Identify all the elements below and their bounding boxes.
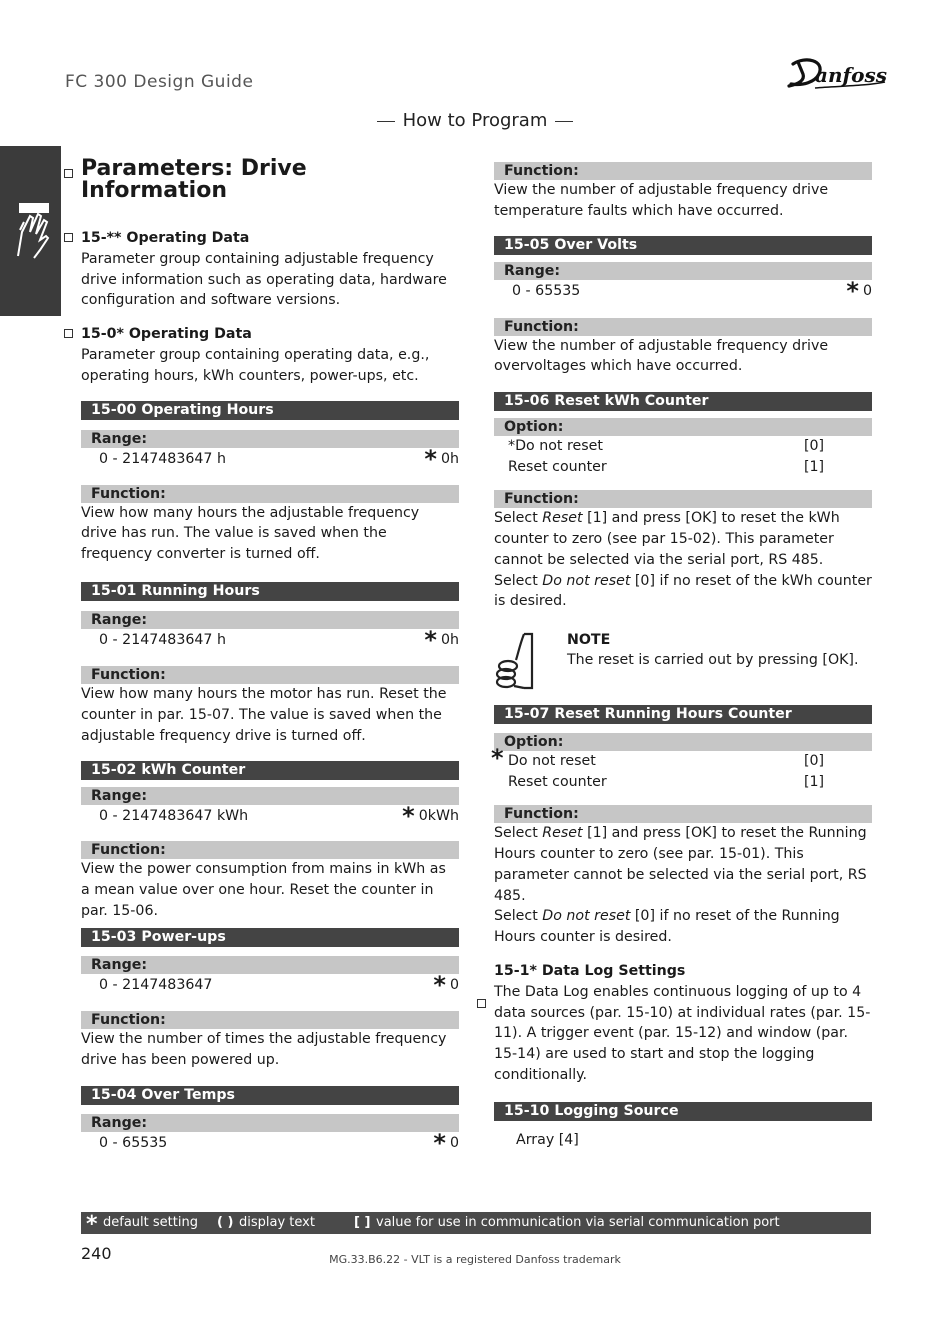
function-text: View the number of adjustable frequency drive overvoltages which have occurred. xyxy=(494,337,829,375)
legend-default: default setting xyxy=(103,1215,198,1230)
array-value: Array [4] xyxy=(516,1131,579,1148)
parameter-header: 15-04 Over Temps xyxy=(81,1086,459,1105)
group-description: Parameter group containing operating data, e.g., operating hours, kWh counters, power-ups, etc. xyxy=(81,346,430,384)
range-label: Range: xyxy=(81,430,459,448)
option-row xyxy=(491,744,872,773)
function-text: View the number of adjustable frequency drive temperature faults which have occurred. xyxy=(494,182,829,219)
function-label: Function: xyxy=(81,1011,459,1029)
square-bullet-icon xyxy=(64,329,73,338)
option-label-text: Do not reset xyxy=(508,753,596,770)
default-star-icon: * xyxy=(433,970,446,999)
option-row xyxy=(494,436,872,457)
range-row xyxy=(494,276,872,305)
function-text: Select Reset [1] and press [OK] to reset the kWh counter to zero (see par 15-02). This parameter cannot be selected via the serial port, RS 485. Select Do not reset [0] if no reset of the kWh counter is desired. xyxy=(494,510,872,610)
right-column xyxy=(491,162,872,1151)
function-label: Function: xyxy=(494,805,872,823)
range-row xyxy=(81,970,459,999)
range-row xyxy=(81,1129,459,1158)
option-label-text: Reset counter xyxy=(508,459,607,476)
option-row xyxy=(494,457,872,478)
default-star-icon: * xyxy=(846,276,859,305)
legend-bar xyxy=(81,1212,871,1237)
option-label-text: Reset counter xyxy=(508,774,607,791)
header-dash-right xyxy=(555,121,573,122)
chapter-tab xyxy=(0,146,61,316)
default-value: * 0 xyxy=(433,970,459,999)
default-star-icon: * xyxy=(86,1212,98,1237)
header-dash-left xyxy=(377,121,395,122)
option-value: [1] xyxy=(804,459,825,476)
page-title-line1: Parameters: Drive xyxy=(81,156,307,181)
function-text: View how many hours the adjustable frequency drive has run. The value is saved when the frequency converter is turned off. xyxy=(81,504,420,563)
parameter-header: 15-05 Over Volts xyxy=(494,236,872,255)
square-bullet-icon xyxy=(64,169,73,178)
section-header xyxy=(0,110,950,131)
parameter-header: 15-10 Logging Source xyxy=(494,1102,872,1121)
left-column xyxy=(81,156,459,1158)
function-text: View the power consumption from mains in kWh as a mean value over one hour. Reset the counter in par. 15-06. xyxy=(81,861,446,919)
default-star-icon: * xyxy=(491,744,504,773)
option-value: [0] xyxy=(804,438,825,455)
range-value: 0 - 2147483647 h xyxy=(99,450,226,467)
legend-bracket: value for use in communication via serial communication port xyxy=(376,1215,780,1230)
default-value: * 0 xyxy=(433,1129,459,1158)
parameter-header: 15-00 Operating Hours xyxy=(81,401,459,420)
group-title: 15-0* Operating Data xyxy=(81,326,252,343)
parameter-header: 15-06 Reset kWh Counter xyxy=(494,392,872,411)
range-row xyxy=(81,625,459,654)
page-title-line2: Information xyxy=(81,178,227,203)
option-value: [0] xyxy=(804,753,825,770)
range-label: Range: xyxy=(81,1114,459,1132)
square-bullet-icon xyxy=(64,233,73,242)
function-text: Select Reset [1] and press [OK] to reset the Running Hours counter to zero (see par. 15-01). This parameter cannot be selected via the serial port, RS 485. Select Do not reset [0] if no reset of the Running Hours counter is desired. xyxy=(494,825,867,946)
default-star-icon: * xyxy=(433,1129,446,1158)
function-text: View the number of times the adjustable frequency drive has been powered up. xyxy=(81,1030,447,1068)
danfoss-logo xyxy=(785,52,890,98)
range-value: 0 - 65535 xyxy=(512,282,581,299)
group-description: The Data Log enables continuous logging of up to 4 data sources (par. 15-10) at individual rates (par. 15-11). A trigger event (par. 15-12) and window (par. 15-14) are used to start and stop the logging conditionally. xyxy=(494,983,871,1083)
hand-note-icon xyxy=(494,630,544,694)
option-row xyxy=(494,772,872,793)
default-value: * 0h xyxy=(424,625,459,654)
option-label: Option: xyxy=(494,733,872,751)
default-star-icon: * xyxy=(424,625,437,654)
parameter-header: 15-02 kWh Counter xyxy=(81,761,459,780)
option-value: [1] xyxy=(804,774,825,791)
function-label: Function: xyxy=(81,666,459,684)
range-row xyxy=(81,802,459,831)
default-star-icon: * xyxy=(424,444,437,473)
page-number: 240 xyxy=(81,1244,112,1263)
note-title: NOTE xyxy=(567,632,611,649)
note-text: The reset is carried out by pressing [OK]. xyxy=(567,652,859,669)
group-description: Parameter group containing adjustable frequency drive information such as operating data, hardware configuration and software versions. xyxy=(81,250,447,309)
hand-pointing-icon xyxy=(0,146,61,316)
default-value: * 0kWh xyxy=(402,802,459,831)
group-title: 15-1* Data Log Settings xyxy=(494,962,686,979)
range-row xyxy=(81,444,459,473)
range-label: Range: xyxy=(81,956,459,974)
range-value: 0 - 2147483647 h xyxy=(99,631,226,648)
footnote: MG.33.B6.22 - VLT is a registered Danfoss trademark xyxy=(329,1253,621,1266)
default-value: * 0 xyxy=(846,276,872,305)
document-title: FC 300 Design Guide xyxy=(65,72,254,92)
square-bullet-icon xyxy=(477,999,486,1008)
option-label: Option: xyxy=(494,418,872,436)
group-title: 15-** Operating Data xyxy=(81,230,250,246)
parameter-header: 15-07 Reset Running Hours Counter xyxy=(494,705,872,724)
legend-paren: display text xyxy=(239,1215,315,1230)
range-label: Range: xyxy=(81,611,459,629)
range-label: Range: xyxy=(494,262,872,280)
legend-paren-symbol: ( ) xyxy=(217,1215,234,1230)
section-title: How to Program xyxy=(402,110,548,131)
option-label-text: *Do not reset xyxy=(508,438,603,455)
parameter-header: 15-01 Running Hours xyxy=(81,582,459,601)
default-star-icon: * xyxy=(402,802,415,831)
range-label: Range: xyxy=(81,787,459,805)
range-value: 0 - 65535 xyxy=(99,1135,168,1152)
function-label: Function: xyxy=(494,162,872,180)
function-text: View how many hours the motor has run. Reset the counter in par. 15-07. The value is saved when the adjustable frequency drive is turned off. xyxy=(81,685,447,744)
default-value: * 0h xyxy=(424,444,459,473)
legend-bracket-symbol: [ ] xyxy=(354,1215,371,1230)
function-label: Function: xyxy=(494,490,872,508)
parameter-header: 15-03 Power-ups xyxy=(81,928,459,947)
function-label: Function: xyxy=(81,841,459,859)
function-label: Function: xyxy=(494,318,872,336)
range-value: 0 - 2147483647 xyxy=(99,976,213,993)
function-label: Function: xyxy=(81,485,459,503)
note-box xyxy=(494,628,872,702)
svg-text:anfoss: anfoss xyxy=(815,63,887,87)
range-value: 0 - 2147483647 kWh xyxy=(99,808,249,825)
